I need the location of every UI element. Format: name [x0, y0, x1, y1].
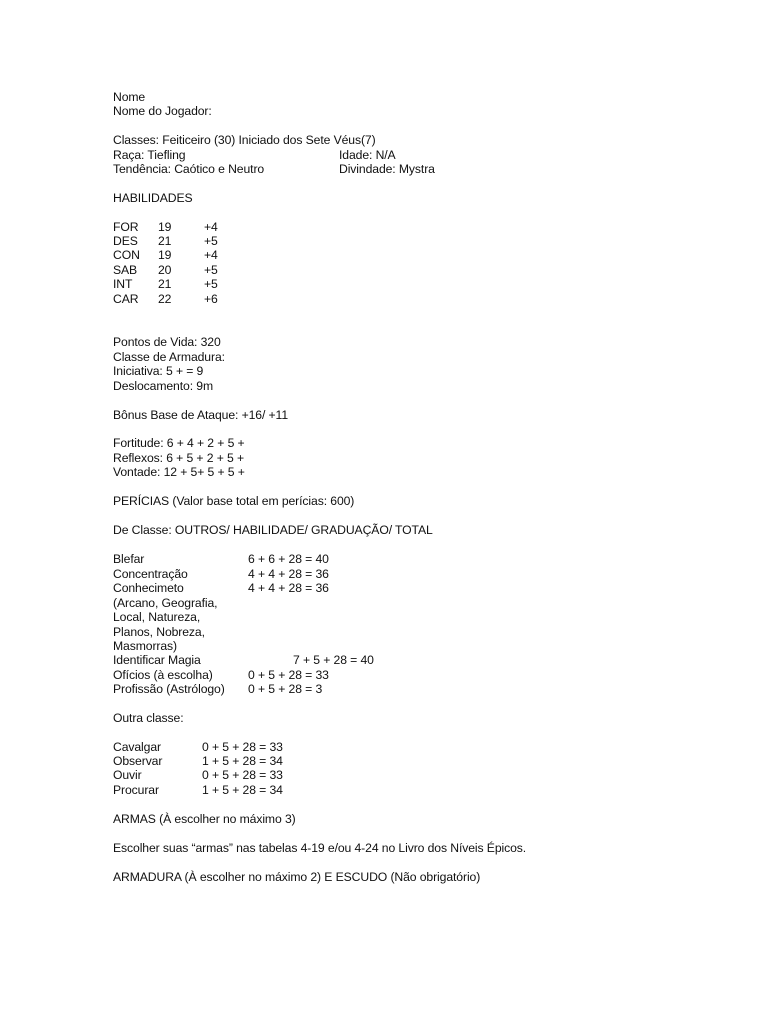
bonus-base-ataque: Bônus Base de Ataque: +16/ +11 — [113, 408, 288, 422]
skill-name: Ouvir — [113, 768, 142, 782]
skill-value: 1 + 5 + 28 = 34 — [202, 754, 283, 768]
conhecimento-detail: (Arcano, Geografia, — [113, 596, 218, 610]
skill-name: Ofícios (à escolha) — [113, 668, 213, 682]
outra-classe-heading: Outra classe: — [113, 711, 184, 725]
ability-name: CAR — [113, 292, 139, 306]
ability-modifier: +5 — [204, 263, 218, 277]
skill-name: Identificar Magia — [113, 653, 201, 667]
classe-armadura: Classe de Armadura: — [113, 350, 225, 364]
ability-name: CON — [113, 248, 140, 262]
armas-heading: ARMAS (À escolher no máximo 3) — [113, 812, 296, 826]
pontos-vida: Pontos de Vida: 320 — [113, 335, 221, 349]
ability-modifier: +5 — [204, 234, 218, 248]
ability-name: INT — [113, 277, 133, 291]
ability-score: 20 — [158, 263, 172, 277]
ability-score: 22 — [158, 292, 172, 306]
divindade-text: Divindade: Mystra — [339, 162, 435, 176]
skill-value: 7 + 5 + 28 = 40 — [293, 653, 374, 667]
skill-name: Profissão (Astrólogo) — [113, 682, 225, 696]
ability-name: DES — [113, 234, 138, 248]
skill-value: 6 + 6 + 28 = 40 — [248, 552, 329, 566]
conhecimento-detail: Masmorras) — [113, 639, 178, 653]
fortitude: Fortitude: 6 + 4 + 2 + 5 + — [113, 436, 245, 450]
skill-value: 4 + 4 + 28 = 36 — [248, 567, 329, 581]
tendencia-text: Tendência: Caótico e Neutro — [113, 162, 265, 176]
skill-name: Observar — [113, 754, 163, 768]
ability-modifier: +4 — [204, 220, 218, 234]
skill-value: 4 + 4 + 28 = 36 — [248, 581, 329, 595]
skill-name: Conhecimeto — [113, 581, 184, 595]
vontade: Vontade: 12 + 5+ 5 + 5 + — [113, 465, 245, 479]
ability-score: 21 — [158, 234, 172, 248]
ability-modifier: +5 — [204, 277, 218, 291]
skill-name: Cavalgar — [113, 740, 161, 754]
pericias-heading: PERÍCIAS (Valor base total em perícias: 600) — [113, 494, 355, 508]
nome-label: Nome — [113, 90, 146, 104]
skill-name: Concentração — [113, 567, 188, 581]
idade-text: Idade: N/A — [339, 148, 396, 162]
nome-jogador-label: Nome do Jogador: — [113, 104, 212, 118]
skill-value: 1 + 5 + 28 = 34 — [202, 783, 283, 797]
ability-score: 19 — [158, 220, 172, 234]
skill-value: 0 + 5 + 28 = 33 — [248, 668, 329, 682]
conhecimento-detail: Planos, Nobreza, — [113, 625, 205, 639]
deslocamento: Deslocamento: 9m — [113, 379, 214, 393]
iniciativa: Iniciativa: 5 + = 9 — [113, 364, 204, 378]
skill-name: Blefar — [113, 552, 145, 566]
de-classe-heading: De Classe: OUTROS/ HABILIDADE/ GRADUAÇÃO/ TOTAL — [113, 523, 433, 537]
skill-value: 0 + 5 + 28 = 33 — [202, 740, 283, 754]
classes-line: Classes: Feiticeiro (30) Iniciado dos Sete Véus(7) — [113, 133, 376, 147]
raca-text: Raça: Tiefling — [113, 148, 186, 162]
ability-score: 21 — [158, 277, 172, 291]
ability-score: 19 — [158, 248, 172, 262]
ability-modifier: +6 — [204, 292, 218, 306]
reflexos: Reflexos: 6 + 5 + 2 + 5 + — [113, 451, 244, 465]
skill-name: Procurar — [113, 783, 159, 797]
armadura-heading: ARMADURA (À escolher no máximo 2) E ESCUDO (Não obrigatório) — [113, 870, 481, 884]
skill-value: 0 + 5 + 28 = 3 — [248, 682, 323, 696]
ability-modifier: +4 — [204, 248, 218, 262]
ability-name: FOR — [113, 220, 139, 234]
conhecimento-detail: Local, Natureza, — [113, 610, 201, 624]
armas-text: Escolher suas “armas” nas tabelas 4-19 e/ou 4-24 no Livro dos Níveis Épicos. — [113, 841, 527, 855]
skill-value: 0 + 5 + 28 = 33 — [202, 768, 283, 782]
habilidades-heading: HABILIDADES — [113, 191, 193, 205]
ability-name: SAB — [113, 263, 138, 277]
